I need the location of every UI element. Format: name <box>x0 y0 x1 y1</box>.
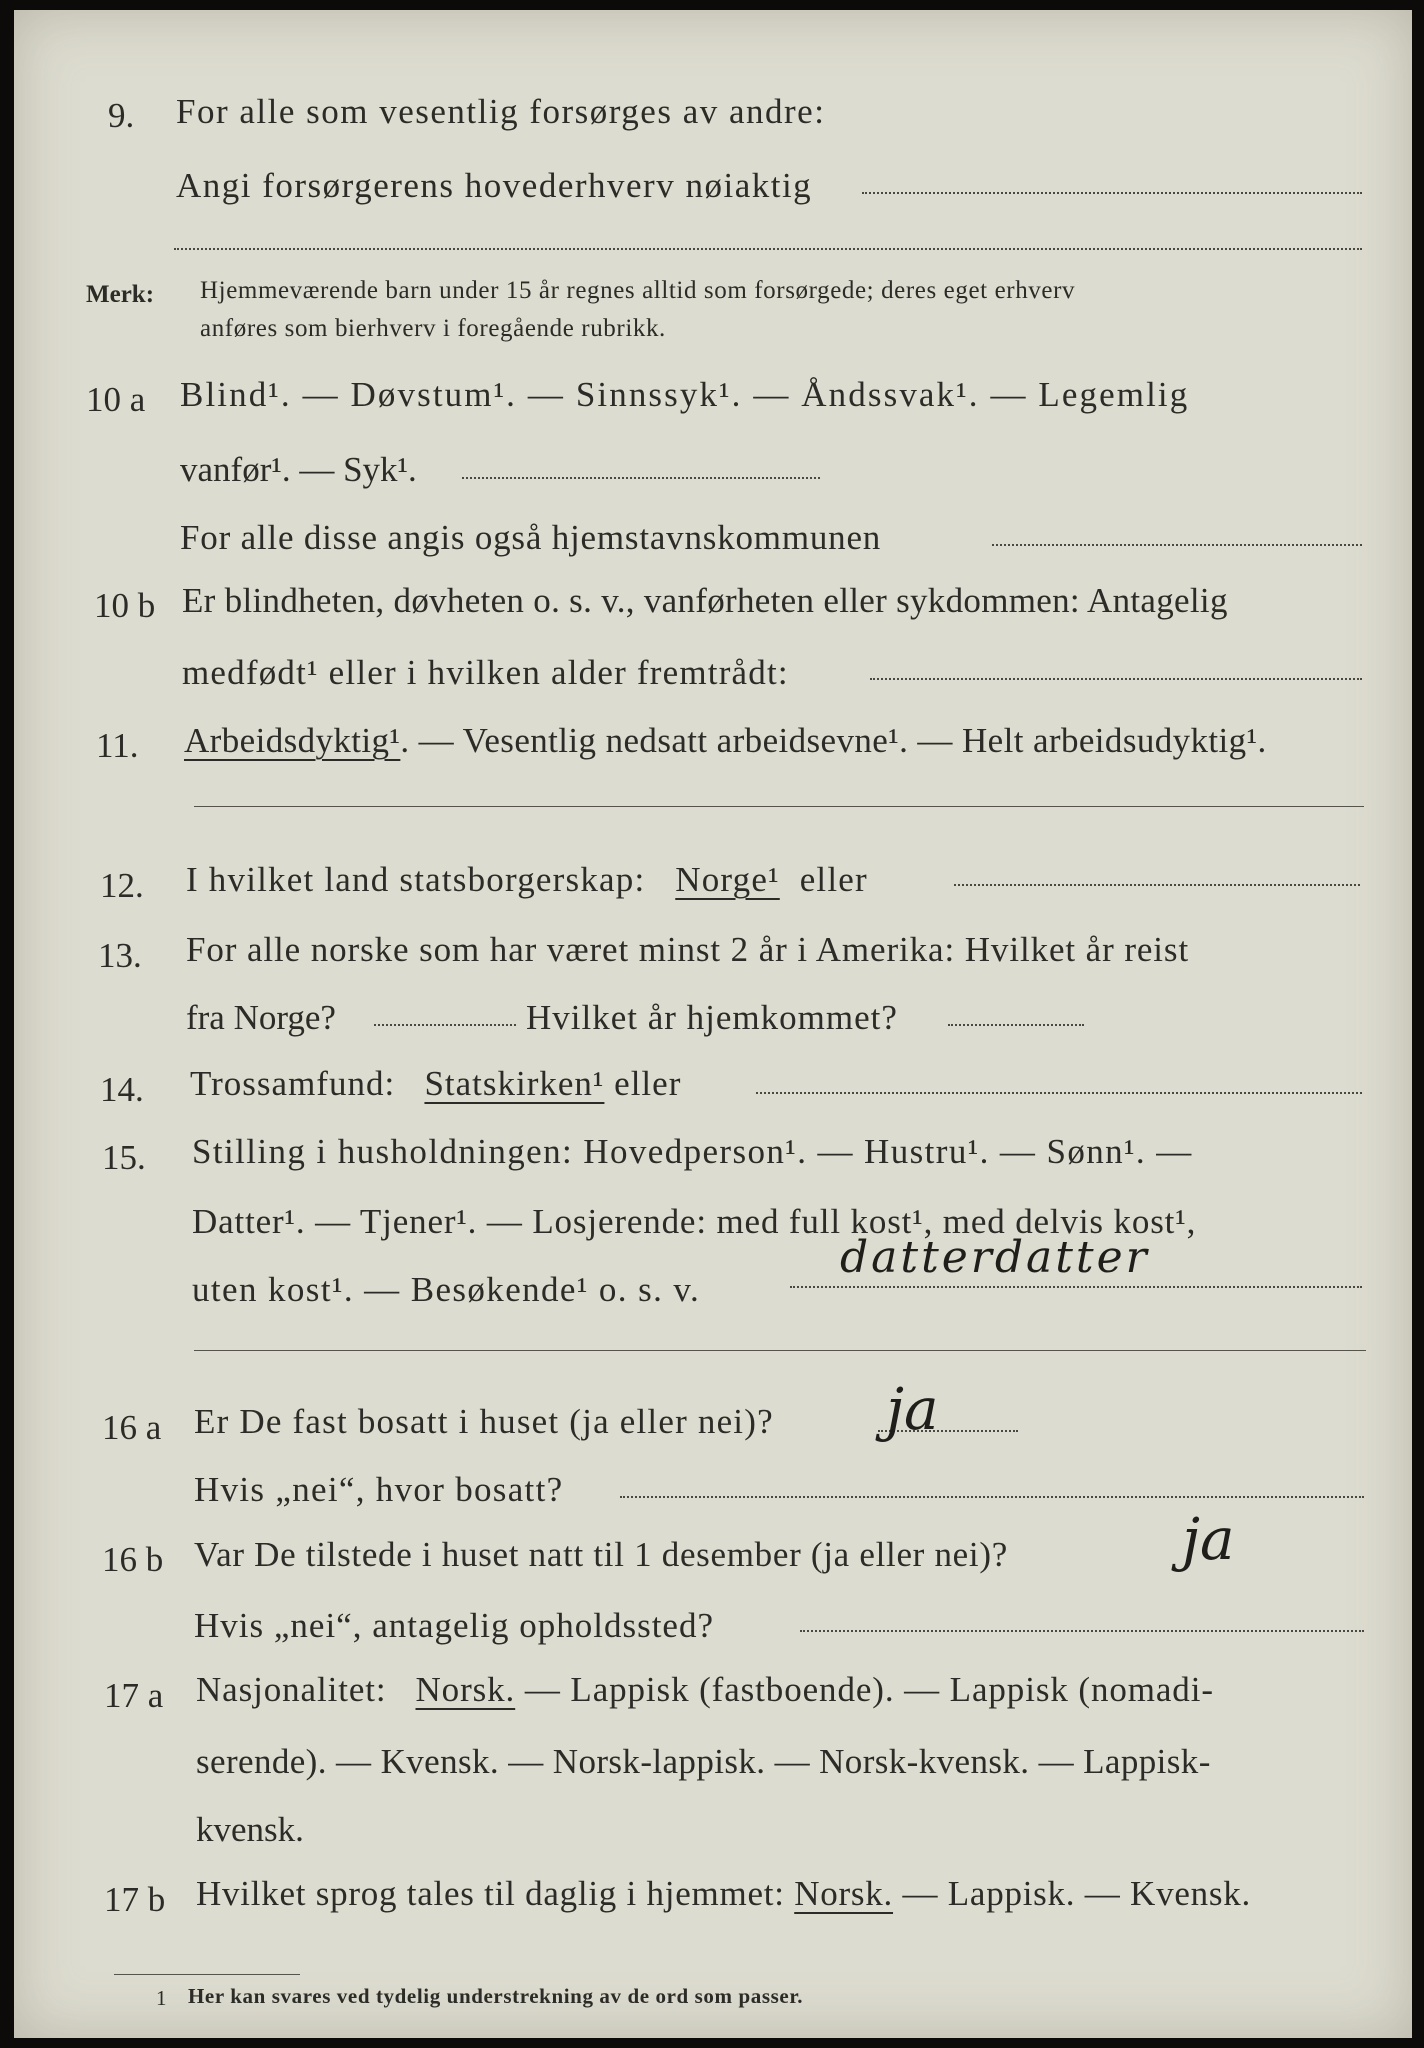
merk-line1: Hjemmeværende barn under 15 år regnes alltid som forsørgede; deres eget erhverv <box>200 277 1076 304</box>
q12-number: 12. <box>100 866 144 905</box>
q12-question: I hvilket land statsborgerskap: <box>186 860 646 899</box>
merk-line2: anføres som bierhverv i foregående rubrikk. <box>200 315 666 342</box>
q17b-number: 17 b <box>104 1880 166 1919</box>
q11-answer-line <box>194 806 1364 807</box>
footnote-separator <box>114 1974 300 1975</box>
q12-selected-option: Norge¹ <box>675 860 780 899</box>
q10a-line3: For alle disse angis også hjemstavnskommunen <box>180 518 882 557</box>
q17a-line1 <box>196 1672 1214 1707</box>
q13-line2b: Hvilket år hjemkommet? <box>526 998 898 1037</box>
q16a-line2: Hvis „nei“, hvor bosatt? <box>194 1470 564 1509</box>
q10a-number: 10 a <box>86 380 146 419</box>
q9-line2: Angi forsørgerens hovederhverv nøiaktig <box>176 166 813 205</box>
q15-answer-line <box>790 1286 1362 1288</box>
q16b-opholdssted-line <box>800 1630 1364 1632</box>
q16b-number: 16 b <box>102 1540 164 1579</box>
q11-number: 11. <box>96 726 139 765</box>
q11-rest: . — Vesentlig nedsatt arbeidsevne¹. — Helt arbeidsudyktig¹. <box>400 721 1267 760</box>
q16b-line2: Hvis „nei“, antagelig opholdssted? <box>194 1606 714 1645</box>
q17a-options: — Lappisk (fastboende). — Lappisk (nomadi- <box>524 1670 1214 1709</box>
q12-answer-line <box>954 884 1360 886</box>
q13-line2a: fra Norge? <box>186 998 336 1037</box>
q16b-handwritten-answer: ja <box>1182 1505 1235 1573</box>
q15-line3: uten kost¹. — Besøkende¹ o. s. v. <box>192 1270 701 1309</box>
merk-label: Merk: <box>86 281 155 308</box>
q14-selected-option: Statskirken¹ <box>424 1064 605 1103</box>
q9-number: 9. <box>108 96 135 135</box>
q12-line <box>186 862 868 897</box>
q15-answer-line-2 <box>194 1350 1366 1351</box>
q9-answer-line-2 <box>174 248 1362 250</box>
q10b-number: 10 b <box>94 586 156 625</box>
q14-number: 14. <box>100 1070 144 1109</box>
q14-answer-line <box>756 1092 1362 1094</box>
q17b-line <box>196 1876 1251 1911</box>
q13-number: 13. <box>98 936 142 975</box>
q16b-line1: Var De tilstede i huset natt til 1 desember (ja eller nei)? <box>194 1535 1008 1574</box>
census-form-page <box>14 10 1412 2038</box>
q13-hjemkommet-line <box>948 1024 1084 1026</box>
q10a-line2: vanfør¹. — Syk¹. <box>180 450 417 489</box>
q10b-line1: Er blindheten, døvheten o. s. v., vanførheten eller sykdommen: Antagelig <box>182 581 1228 620</box>
q16a-line1: Er De fast bosatt i huset (ja eller nei)? <box>194 1402 774 1441</box>
q9-line1: For alle som vesentlig forsørges av andre: <box>176 92 826 131</box>
q11-selected-option: Arbeidsdyktig¹ <box>184 721 401 760</box>
q12-eller: eller <box>799 860 868 899</box>
q17a-line3: kvensk. <box>196 1810 304 1849</box>
q17b-question: Hvilket sprog tales til daglig i hjemmet: <box>196 1874 785 1913</box>
q17a-line2: serende). — Kvensk. — Norsk-lappisk. — Norsk-kvensk. — Lappisk- <box>196 1742 1211 1781</box>
footnote-mark: 1 <box>156 1986 167 2010</box>
q16a-number: 16 a <box>102 1408 162 1447</box>
q9-answer-line <box>862 192 1362 194</box>
q13-line1: For alle norske som har været minst 2 år i Amerika: Hvilket år reist <box>186 930 1190 969</box>
q14-question: Trossamfund: <box>190 1064 396 1103</box>
q17a-selected-option: Norsk. <box>415 1670 516 1709</box>
q15-handwritten-answer: datterdatter <box>840 1232 1150 1283</box>
q15-number: 15. <box>102 1138 146 1177</box>
q15-line2: Datter¹. — Tjener¹. — Losjerende: med full kost¹, med delvis kost¹, <box>192 1202 1197 1241</box>
q10b-answer-line <box>870 678 1362 680</box>
q16a-bosatt-line <box>620 1496 1364 1498</box>
q14-eller: eller <box>614 1064 682 1103</box>
q16a-handwritten-answer: ja <box>886 1375 939 1443</box>
footnote-text: Her kan svares ved tydelig understrekning av de ord som passer. <box>188 1984 804 2008</box>
q11-line <box>184 723 1267 758</box>
q14-line <box>190 1066 681 1101</box>
q17b-selected-option: Norsk. <box>794 1874 894 1913</box>
q10a-line1: Blind¹. — Døvstum¹. — Sinnssyk¹. — Åndssvak¹. — Legemlig <box>180 375 1190 414</box>
q17a-number: 17 a <box>104 1676 164 1715</box>
q10a-answer-line <box>462 477 820 479</box>
q13-reist-line <box>374 1024 516 1026</box>
q17a-question: Nasjonalitet: <box>196 1670 387 1709</box>
q10a-kommune-line <box>992 544 1362 546</box>
q17b-options: — Lappisk. — Kvensk. <box>902 1874 1251 1913</box>
q10b-line2: medfødt¹ eller i hvilken alder fremtrådt: <box>182 653 789 692</box>
q15-line1: Stilling i husholdningen: Hovedperson¹. — Hustru¹. — Sønn¹. — <box>192 1132 1193 1171</box>
